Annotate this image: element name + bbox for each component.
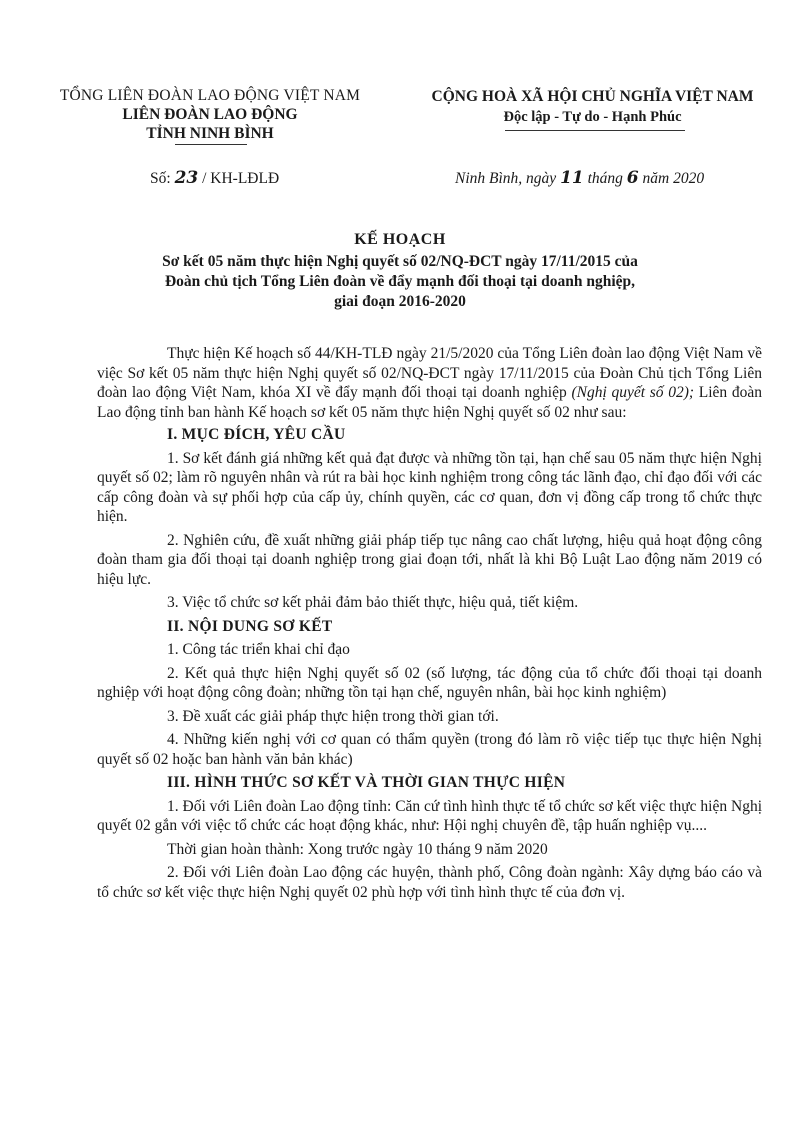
intro-text-b: Liên đoàn Lao động tỉnh ban hành Kế hoạch sơ kết 05 năm thực hiện Nghị quyết số 02 như sau: (97, 384, 762, 421)
intro-text-a: Thực hiện Kế hoạch số 44/KH-TLĐ ngày 21/5/2020 của Tổng Liên đoàn lao động Việt Nam về việc Sơ kết 05 năm thực hiện Nghị quyết số 02/NQ-ĐCT ngày 17/11/2015 của Đoàn Chủ tịch Tổng Liên đoàn lao động Việt Nam, khóa XI về đẩy mạnh đối thoại tại doanh nghiệp (97, 345, 762, 401)
year-label: năm 2020 (638, 170, 705, 187)
section2-item-3: 3. Đề xuất các giải pháp thực hiện trong thời gian tới. (167, 707, 499, 725)
document-title (120, 230, 680, 312)
month-label: tháng (583, 170, 627, 187)
section3-deadline: Thời gian hoàn thành: Xong trước ngày 10 tháng 9 năm 2020 (167, 840, 548, 858)
docno-prefix: Số: (150, 170, 175, 187)
docno-handwritten: 23 (174, 168, 199, 188)
month-handwritten: 6 (626, 168, 639, 188)
header-divider-left (175, 144, 247, 145)
national-title: CỘNG HOÀ XÃ HỘI CHỦ NGHĨA VIỆT NAM (431, 88, 754, 105)
docno-suffix: / KH-LĐLĐ (198, 170, 280, 187)
section2-item-4: 4. Những kiến nghị với cơ quan có thẩm quyền (trong đó làm rõ việc tiếp tục thực hiện Nghị quyết số 02 hoặc ban hành văn bản khác) (97, 731, 762, 768)
section-heading-2: II. NỘI DUNG SƠ KẾT (167, 617, 333, 635)
org-parent: TỔNG LIÊN ĐOÀN LAO ĐỘNG VIỆT NAM (59, 87, 361, 104)
title-line-3: giai đoạn 2016-2020 (334, 293, 466, 310)
section2-item-2: 2. Kết quả thực hiện Nghị quyết số 02 (số lượng, tác động của tổ chức đối thoại tại doanh nghiệp với hoạt động công đoàn; những tồn tại hạn chế, nguyên nhân, bài học kinh nghiệm) (97, 664, 762, 701)
section1-item-3: 3. Việc tổ chức sơ kết phải đảm bảo thiết thực, hiệu quả, tiết kiệm. (167, 594, 579, 611)
section3-item-2: 2. Đối với Liên đoàn Lao động các huyện, thành phố, Công đoàn ngành: Xây dựng báo cáo và tổ chức sơ kết việc thực hiện Nghị quyết 02 phù hợp với tình hình thực tế của đơn vị. (97, 864, 762, 901)
title-main: KẾ HOẠCH (354, 231, 446, 248)
section1-item-2: 2. Nghiên cứu, đề xuất những giải pháp tiếp tục nâng cao chất lượng, hiệu quả hoạt động công đoàn tham gia đối thoại tại doanh nghiệp trong giai đoạn tới, nhất là khi Bộ Luật Lao động năm 2019 có hiệu lực. (97, 531, 762, 588)
section3-item-1: 1. Đối với Liên đoàn Lao động tỉnh: Căn cứ tình hình thực tế tổ chức sơ kết việc thực hiện Nghị quyết 02 gắn với việc tổ chức các hoạt động khác, như: Hội nghị chuyên đề, tập huấn nghiệp vụ.... (97, 797, 762, 834)
day-handwritten: 11 (560, 168, 584, 188)
place-prefix: Ninh Bình, ngày (455, 170, 561, 187)
title-line-2: Đoàn chủ tịch Tổng Liên đoàn về đẩy mạnh đối thoại tại doanh nghiệp, (164, 273, 635, 290)
intro-text-italic: (Nghị quyết số 02); (571, 384, 695, 401)
header-divider-right (505, 130, 685, 131)
document-number (150, 168, 279, 188)
section-heading-3: III. HÌNH THỨC SƠ KẾT VÀ THỜI GIAN THỰC HIỆN (167, 774, 566, 791)
national-heading (400, 86, 785, 128)
section2-item-1: 1. Công tác triển khai chỉ đạo (167, 641, 350, 658)
issuing-organization (40, 86, 380, 143)
title-line-1: Sơ kết 05 năm thực hiện Nghị quyết số 02/NQ-ĐCT ngày 17/11/2015 của (162, 253, 638, 270)
section-heading-1: I. MỤC ĐÍCH, YÊU CẦU (167, 426, 346, 443)
intro-paragraph (97, 344, 762, 422)
section1-item-1: 1. Sơ kết đánh giá những kết quả đạt được và những tồn tại, hạn chế sau 05 năm thực hiện Nghị quyết số 02; làm rõ nguyên nhân và rút ra bài học kinh nghiệm trong công tác lãnh đạo, chỉ đạo đối với các cấp công đoàn và sự phối hợp của cấp ủy, chính quyền, các cơ quan, đơn vị đồng cấp trong tổ chức thực hiện. (97, 449, 762, 525)
document-body (97, 344, 762, 906)
national-motto: Độc lập - Tự do - Hạnh Phúc (503, 109, 682, 125)
org-province: TỈNH NINH BÌNH (146, 125, 274, 142)
place-and-date (455, 168, 704, 188)
org-name: LIÊN ĐOÀN LAO ĐỘNG (122, 106, 298, 123)
